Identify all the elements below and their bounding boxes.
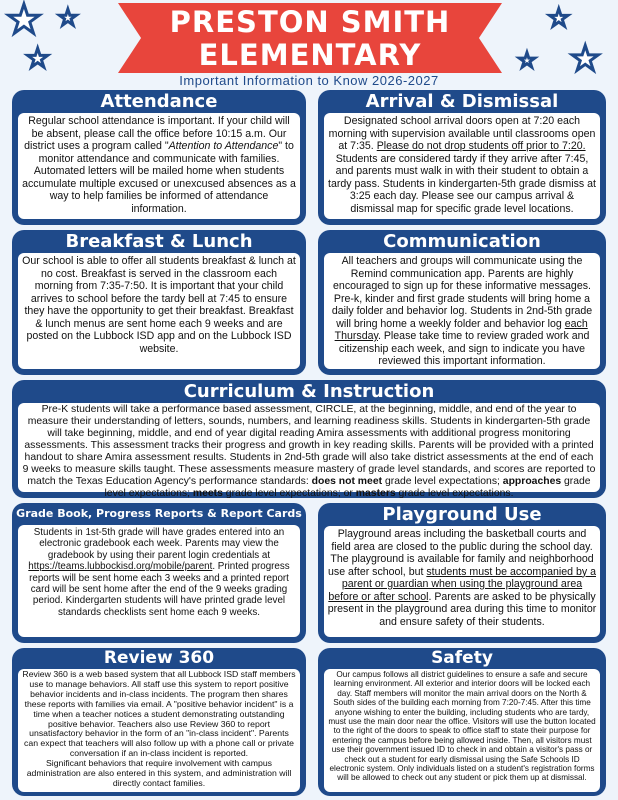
curriculum-text-2: grade level expectations; <box>382 476 503 487</box>
standard-does-not-meet: does not meet <box>311 476 383 487</box>
curriculum-text-1: Pre-K students will take a performance based assessment, CIRCLE, at the beginning, middle, and end of the year to measure their understanding of letters, sounds, numbers, and learning readiness skills. Students in kindergarten-5th grade will take beginning, middle, and end of year digital reading Amira assessments with additional progress monitoring assessments. This assessment tracks their progress and growth in key reading skills. Parents will be provided with a printed handout to share Amira assessment results. Students in 2nd-5th grade will also take district assessments at the end of each 9 weeks to measure skills taught. These assessments measure mastery of grade level standards, and scores are reported to match the Texas Education Agency's performance standards: <box>22 404 596 487</box>
communication-folder-day: each Thursday <box>334 317 588 342</box>
star-icon: ★ <box>518 48 536 72</box>
curriculum-text-4: grade level expectations; or <box>222 488 356 499</box>
attendance-heading: Attendance <box>100 91 218 112</box>
review-360-text-2: Significant behaviors that require involvement with campus administration are also entered in this system, and administration will directly contact families. <box>26 758 292 788</box>
arrival-drop-off-notice: Please do not drop students off prior to 7:20. <box>376 140 586 152</box>
gradebook-heading: Grade Book, Progress Reports & Report Cards <box>16 507 302 520</box>
playground-body <box>324 526 600 637</box>
arrival-dismissal-body <box>324 113 600 219</box>
parent-portal-link[interactable]: https://teams.lubbockisd.org/mobile/parent <box>28 561 213 573</box>
curriculum-body <box>18 403 600 499</box>
communication-text-1: All teachers and groups will communicate using the Remind communication app. Parents are highly encouraged to sign up for these informative messages. Pre-k, kinder and first grade students will bring home a daily folder and behavior log. Students in 2nd-5th grade will bring home a weekly folder and behavior log <box>331 255 593 330</box>
playground-card <box>318 503 606 643</box>
curriculum-card <box>12 380 606 498</box>
breakfast-lunch-heading: Breakfast & Lunch <box>65 231 253 252</box>
review-360-body <box>18 669 300 792</box>
standard-approaches: approaches <box>502 476 562 487</box>
communication-text-2: . Please take time to review graded work and citizenship each week, and sign to indicate you have reviewed this important information. <box>338 330 590 367</box>
review-360-card <box>12 648 306 796</box>
page-subtitle: Important Information to Know 2026-2027 <box>179 73 439 88</box>
school-title-line-1: PRESTON SMITH <box>169 5 451 39</box>
arrival-text-2: Students are considered tardy if they arrive after 7:45, and parents must walk in with their student to obtain a tardy pass. Students in kindergarten-5th grade dismiss at 3:25 each day. Please see our campus arrival & dismissal map for specific grade level locations. <box>328 152 596 215</box>
star-icon: ★ <box>548 4 570 32</box>
safety-card <box>318 648 606 796</box>
safety-body <box>324 669 600 792</box>
star-icon: ★ <box>6 0 42 43</box>
standard-meets: meets <box>192 488 223 499</box>
arrival-text-1: Designated school arrival doors open at 7:20 each morning with supervision available until classrooms open at 7:35. <box>328 115 596 152</box>
communication-card <box>318 230 606 375</box>
playground-supervision-notice: students must be accompanied by a parent or guardian when using the playground area before or after school <box>328 565 596 603</box>
review-360-text-1: Review 360 is a web based system that all Lubbock ISD staff members use to manage behaviors. All staff use this system to report positive behavior incidents and in-class incidents. The program then shares these reports with families via email. A "positive behavior incident" is a time when a teacher notices a student demonstrating outstanding positive behavior. Teachers also use Review 360 to report unsatisfactory behavior in the form of an "in-class incident". Parents can expect that teachers will also follow up with a phone call or private conversation if an in-class incident is reported. <box>22 669 296 759</box>
review-360-heading: Review 360 <box>103 648 215 668</box>
curriculum-text-3: grade level expectations; <box>104 476 591 499</box>
arrival-dismissal-card <box>318 90 606 225</box>
attendance-text-1: Regular school attendance is important. If your child will be absent, please call the office before 10:15 a.m. Our district uses a program called " <box>24 115 290 152</box>
curriculum-text-5: grade level expectations. <box>395 488 514 499</box>
playground-text-2: . Parents are asked to be physically present in the playground area during this time to monitor and ensure safety of their students. <box>327 590 597 628</box>
title-banner <box>118 3 502 73</box>
playground-text-1: Playground areas including the basketball courts and field area are closed to the public during the school day. The playground is available for family and neighborhood use after school, but <box>328 528 594 578</box>
attendance-program-name: Attention to Attendance <box>168 140 279 152</box>
safety-text: Our campus follows all district guidelines to ensure a safe and secure learning environment. All exterior and interior doors will be locked each day. Staff members will monitor the main arrival doors on the North & South sides of the building each morning from 7:20-7:45. After this time anyone wishing to enter the building, including students who are tardy, must use the main door near the office. Visitors will use the button located to the right of the doors to speak to office staff to state their purpose for entering the campus before being allowed inside. Then, all visitors must use their government issued ID to check in and obtain a visitor's pass or check out a student for early dismissal using the Safe Schools ID electronic system. Only individuals listed on a student's registration forms will be allowed to check out any student or pick them up at dismissal. <box>328 670 596 783</box>
attendance-body <box>18 113 300 219</box>
breakfast-text: Our school is able to offer all students breakfast & lunch at no cost. Breakfast is served in the classroom each morning from 7:35-7:50. It is important that your child arrives to school before the tardy bell at 7:45 to ensure they have the opportunity to get their breakfast. Breakfast & lunch menus are sent home each 9 weeks and are posted on the Lubbock ISD app and on the Lubbock ISD website. <box>22 255 296 355</box>
attendance-card <box>12 90 306 225</box>
gradebook-text-2: . Printed progress reports will be sent home each 3 weeks and a printed report card will be sent home after the end of the 9 weeks grading period. Kindergarten students will have printed grade level standards checklists sent home each 9 weeks. <box>29 561 290 618</box>
school-title-line-2: ELEMENTARY <box>198 38 422 72</box>
communication-body <box>324 253 600 369</box>
arrival-dismissal-heading: Arrival & Dismissal <box>365 91 559 112</box>
curriculum-heading: Curriculum & Instruction <box>183 381 435 402</box>
playground-heading: Playground Use <box>382 504 542 525</box>
gradebook-card <box>12 503 306 643</box>
star-icon: ★ <box>58 6 78 31</box>
star-icon: ★ <box>570 39 601 79</box>
communication-heading: Communication <box>383 231 541 252</box>
breakfast-lunch-card <box>12 230 306 375</box>
safety-heading: Safety <box>431 648 493 668</box>
breakfast-lunch-body <box>18 253 300 369</box>
standard-masters: masters <box>355 488 396 499</box>
star-icon: ★ <box>26 44 50 74</box>
attendance-text-2: " to monitor attendance and communicate with families. Automated letters will be mailed home when students accumulate multiple excused or unexcused absences as a way to help families be informed of attendance information. <box>22 140 296 215</box>
gradebook-text-1: Students in 1st-5th grade will have grades entered into an electronic gradebook each week. Parents may view the gradebook by using their parent login credentials at <box>33 527 285 561</box>
gradebook-body <box>18 525 300 637</box>
